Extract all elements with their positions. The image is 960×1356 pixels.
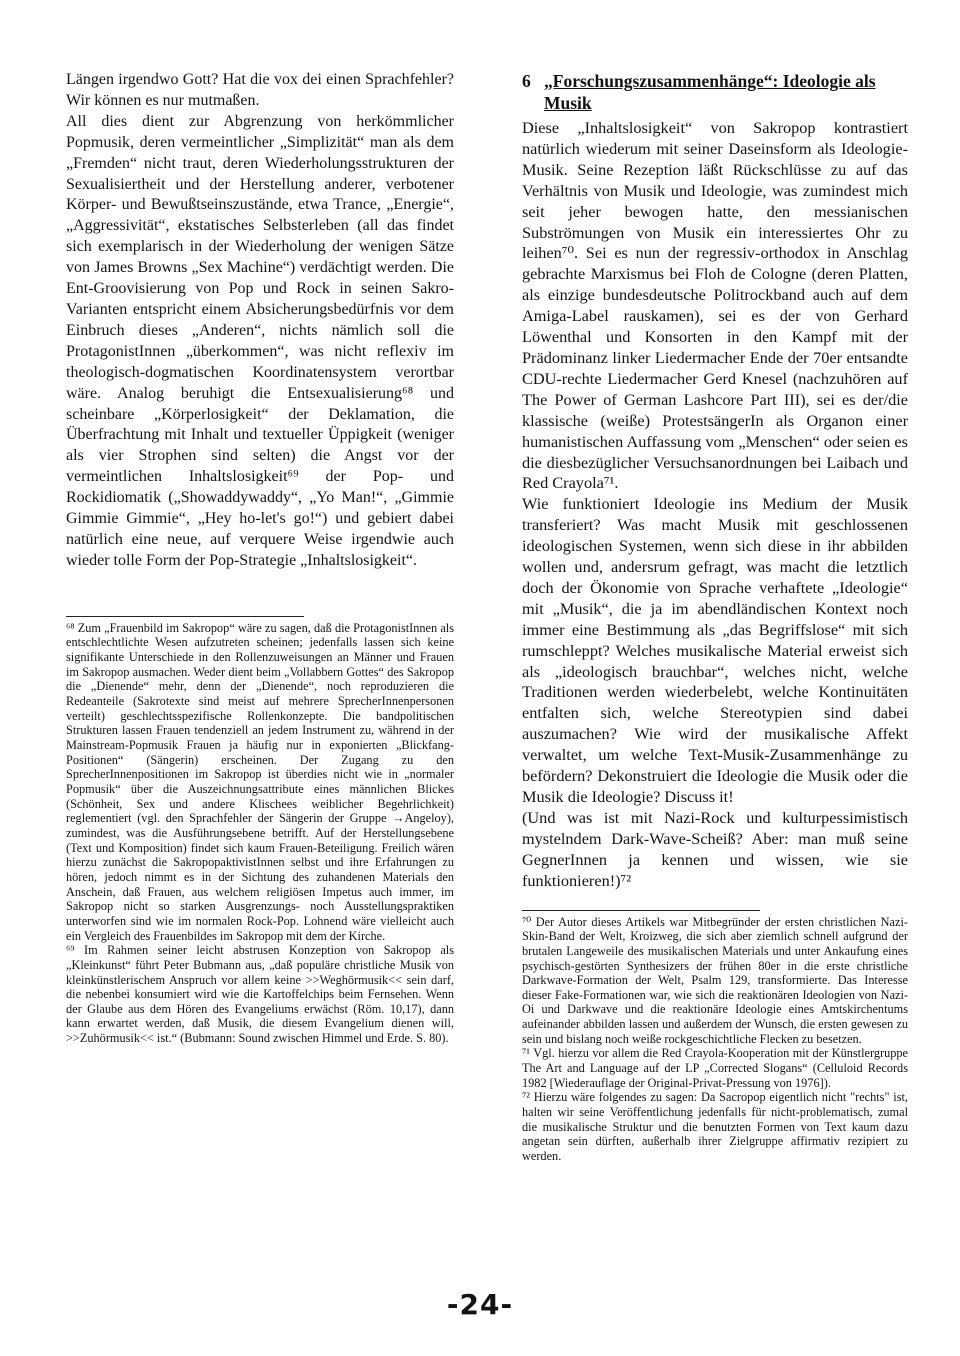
- section-number: 6: [522, 71, 531, 91]
- section-title: „Forschungszusammenhänge“: Ideologie als Musik: [544, 71, 876, 113]
- left-body: [66, 70, 454, 572]
- right-paragraph-3: (Und was ist mit Nazi-Rock und kulturpessimistisch mystelndem Dark-Wave-Scheiß? Aber: man muß seine GegnerInnen ja kennen und wissen, wie sie funktionieren!)⁷²: [522, 807, 908, 890]
- footnote-separator-left: [66, 616, 304, 617]
- footnote-separator-right: [522, 910, 760, 911]
- left-column: [66, 70, 454, 1046]
- footnote-69: ⁶⁹ Im Rahmen seiner leicht abstrusen Konzeption von Sakropop als „Kleinkunst“ führt Peter Bubmann aus, „daß populäre christliche Musik von kleinkünstlerischem Anspruch vor allem keine >>Weghörmusik<< sein darf, die nebenbei konsumiert wird wie die Kartoffelchips beim Fernsehen. Wenn der Glaube aus dem Hören des Evangeliums erwächst (Röm. 10,17), dann kann erwartet werden, daß Musik, die diesem Evangelium dienen will, >>Zuhörmusik<< ist.“ (Bubmann: Sound zwischen Himmel und Erde. S. 80).: [66, 943, 454, 1046]
- right-body: [522, 118, 908, 892]
- left-paragraph-2: All dies dient zur Abgrenzung von herkömmlicher Popmusik, deren vermeintlicher „Simplizität“ man als dem „Fremden“ nicht traut, deren Wiederholungsstrukturen der Sexualisiertheit und der Herstellung anderer, verbotener Körper- und Bewußtseinszustände, etwa Trance, „Energie“, „Aggressivität“, ekstatisches Selbsterleben (all das findet sich exemplarisch in der Wiederholung der wenigen Sätze von James Browns „Sex Machine“) verdächtigt werden. Die Ent-Groovisierung von Pop und Rock in seinen Sakro-Varianten entspricht einem Absicherungsbedürfnis vor dem Einbruch dieses „Anderen“, nichts nämlich soll die ProtagonistInnen „überkommen“, was nicht reflexiv im theologisch-dogmatischen Koordinatensystem verortbar wäre. Analog beruhigt die Entsexualisierung⁶⁸ und scheinbare „Körperlosigkeit“ der Deklamation, die Überfrachtung mit Inhalt und textueller Üppigkeit (weniger als vier Strophen sind selten) die Angst vor der vermeintlichen Inhaltslosigkeit⁶⁹ der Pop- und Rockidiomatik („Showaddywaddy“, „Yo Man!“, „Gimmie Gimmie Gimmie“, „Hey ho-let's go!“) und gebiert dabei natürlich eine neue, auf verquere Weise irgendwie auch wieder tolle Form der Pop-Strategie „Inhaltslosigkeit“.: [66, 112, 454, 569]
- page-number: -24-: [446, 1288, 514, 1321]
- left-paragraph-1: Längen irgendwo Gott? Hat die vox dei einen Sprachfehler? Wir können es nur mutmaßen.: [66, 71, 454, 109]
- right-paragraph-2: Wie funktioniert Ideologie ins Medium der Musik transferiert? Was macht Musik mit geschlossenen ideologischen Systemen, wenn sich diese in ihr abbilden wollen und, andersrum gefragt, was macht die letztlich doch der Ökonomie von Sprache verhaftete „Ideologie“ mit „Musik“, die ja im abendländischen Kontext noch immer eine Bestimmung als „das Begriffslose“ mit sich rumschleppt? Welches musikalische Material erweist sich als „ideologisch brauchbar“, welches nicht, welche Traditionen werden wiederbelebt, welche Kontinuitäten entfalten sich, welche Stereotypien sind dabei auszumachen? Wie wird der musikalische Affekt verwaltet, um welche Text-Musik-Zusammenhänge zu befördern? Dekonstruiert die Ideologie die Musik oder die Musik die Ideologie? Discuss it!: [522, 494, 908, 806]
- footnote-68: ⁶⁸ Zum „Frauenbild im Sakropop“ wäre zu sagen, daß die ProtagonistInnen als entschlechtlichte Wesen aufzutreten scheinen; jedenfalls lassen sich keine signifikante Unterschiede in den Rollenzuweisungen an Männer und Frauen im Sakropop ausmachen. Weder dient beim „Vollabbern Gottes“ des Sakropop die „Dienende“ mehr, denn der „Dienende“, noch reproduzieren die Redeanteile (Sakrotexte sind meist auf mehrere SprecherInnenpersonen verteilt) geschlechtsspezifische Rollenkonzepte. Die bandpolitischen Strukturen lassen Frauen tendenziell an jedem Instrument zu, während in der Mainstream-Popmusik Frauen ja häufig nur in exponierten „Blickfang-Positionen“ (Sängerin) erscheinen. Der Zugang zu den SprecherInnenpositionen im Sakropop ist überdies nicht wie in „normaler Popmusik“ über die Auszeichnungsattribute eines männlichen Blickes (Schönheit, Sex und andere Klischees weiblicher Begehrlichkeit) reglementiert (vgl. den Sprachfehler der Sängerin der Gruppe →Angeloy), zumindest, was die Ausführungsebene betrifft. Auf der Herstellungsebene (Text und Komposition) findet sich kaum Frauen-Beteiligung. Freilich wären hierzu zunächst die SakropopaktivistInnen selbst und ihre Erfahrungen zu hören, jedoch nimmt es in der Sichtung des zuhandenen Materials den Anschein, daß Frauen, aus welchem religiösen Impetus auch immer, im Sakropop nicht so starken Ausgrenzungs- noch Ausstellungspraktiken unterworfen sind wie im normalen Rock-Pop. Lohnend wäre vielleicht auch ein Vergleich des Frauenbildes im Sakropop mit dem der Kirche.: [66, 620, 454, 943]
- left-footnotes: [66, 621, 454, 1046]
- section-heading: [522, 70, 908, 114]
- right-footnotes: [522, 915, 908, 1164]
- footnote-70: ⁷⁰ Der Autor dieses Artikels war Mitbegründer der ersten christlichen Nazi-Skin-Band der Welt, Kroizweg, die sich aber ziemlich schnell aufgrund der brutalen Langeweile des musikalischen Materials und unter Ankaufung eines psychisch-gestörten Synthesizers der frühen 80er in die erste christliche Darkwave-Formation der Welt, Psalm 129, transformierte. Das Interesse dieser Fake-Formationen war, wie sich die reaktionären Ideologien von Nazi-Oi und Darkwave und die reaktionäre Ideologie eines Amtskirchentums aufeinander abbilden lassen und außerdem der Wunsch, die ersten gewesen zu sein und bislang noch weiße rockgeschichtliche Flecken zu besetzen.: [522, 914, 908, 1046]
- footnote-71: ⁷¹ Vgl. hierzu vor allem die Red Crayola-Kooperation mit der Künstlergruppe The Art and Language auf der LP „Corrected Slogans“ (Celluloid Records 1982 [Wiederauflage der Original-Privat-Pressung von 1976]).: [522, 1046, 908, 1090]
- right-paragraph-1: Diese „Inhaltslosigkeit“ von Sakropop kontrastiert natürlich wiederum mit seiner Daseinsform als Ideologie-Musik. Seine Rezeption läßt Rückschlüsse zu auf das Verhältnis von Musik und Ideologie, was zumindest mich seit jeher bewogen hatte, den messianischen Subströmungen von Musik ein interessiertes Ohr zu leihen⁷⁰. Sei es nun der regressiv-orthodox in Anschlag gebrachte Marxismus bei Floh de Cologne (deren Platten, als einzige bundesdeutsche Politrockband auch auf dem Amiga-Label rauskamen), sei es der von Gerhard Löwenthal und Konsorten in den Kampf mit der Prädominanz linker Liedermacher Ende der 70er entsandte CDU-rechte Liedermacher Gerd Knesel (nachzuhören auf The Power of German Lashcore Part III), sei es der/die klassische (weiße) ProtestsängerIn als Organon einer humanistischen Auffassung vom „Menschen“ oder seien es die diesbezüglicher Versuchsanordnungen bei Laibach und Red Crayola⁷¹.: [522, 118, 908, 493]
- footnote-72: ⁷² Hierzu wäre folgendes zu sagen: Da Sacropop eigentlich nicht "rechts" ist, halten wir seine Veröffentlichung jedenfalls für nicht-problematisch, zumal die musikalische Struktur und die benutzten Formen von Text kaum dazu angetan sein dürften, außerhalb ihrer Zielgruppe affirmativ rezipiert zu werden.: [522, 1090, 908, 1164]
- right-column: [522, 70, 908, 1164]
